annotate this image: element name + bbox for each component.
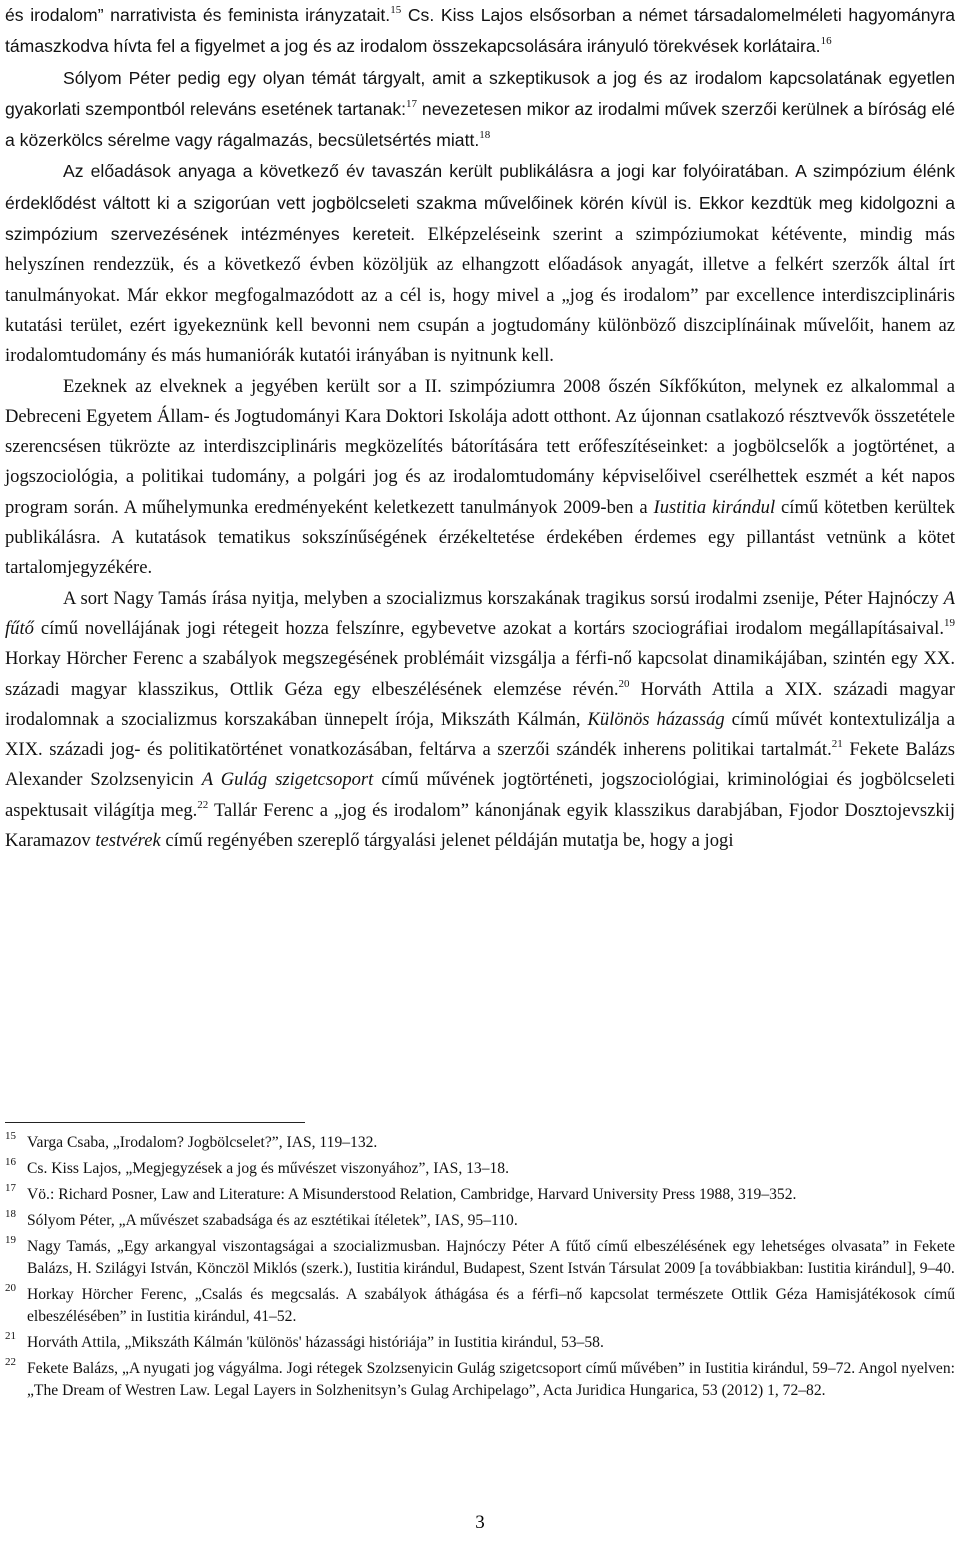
document-page [5,0,956,1399]
footnote-number: 16 [5,1156,16,1168]
text-run: nevezetesen mikor az irodalmi művek szerzői kerülnek a bíróság elé a közerkölcs sérelme vagy rágalmazás, becsületsértés miatt. [5,98,955,151]
text-run: A sort Nagy Tamás írása nyitja, melyben a szocializmus korszakának tragikus sorsú irodalmi zsenije, Péter Hajnóczy [63,587,944,609]
footnote-text: Nagy Tamás, „Egy arkangyal viszontagságai a szocializmusban. Hajnóczy Péter A fűtő című elbeszélésének egy lehetséges olvasata” in Fekete Balázs, H. Szilágyi István, Könczöl Miklós (szerk.), Iustitia kirándul, Budapest, Szent István Társulat 2009 [a továbbiakban: Iustitia kirándul], 9–40. [27,1238,955,1277]
footnote-number: 20 [5,1282,16,1294]
footnote-ref: 15 [390,4,402,16]
text-run: Az előadások anyaga a következő év tavaszán került publikálásra a jogi kar folyóiratában. [63,161,789,182]
text-run: Ezeknek az elveknek a jegyében került sor a II. szimpóziumra 2008 őszén Síkfőkúton, melynek ez alkalommal a Debreceni Egyetem Állam- és Jogtudományi Kara Doktori Iskolája adott otthont. Az újonnan csatlakozó résztvevők összetétele szerencsésen tükrözte az interdiszciplináris megközelítés bátorítására tett erőfeszítéseinket: a jogbölcselők a jogtörténet, a jogszociológia, a politikai tudomány, a polgári jog és az irodalomtudomány képviselőivel cserélhettek eszmét a két napos program során. A műhelymunka eredményeként keletkezett tanulmányok 2009-ben a [5,375,955,518]
footnote-number: 19 [5,1234,16,1246]
text-run: Elképzeléseink szerint a szimpóziumokat kétévente, mindig más helyszínen rendezzük, és a következő évben közöljük az elhangzott előadások anyagát, illetve a felkért szerzők által írt tanulmányokat. Már ekkor megfogalmazódott az a cél is, hogy mivel a „jog és irodalom” par excellence interdiszciplináris kutatási terület, ezért igyekeznünk kell bevonni nem csupán a jogtudomány különböző diszciplínáinak művelőit, hanem az irodalomtudomány és más humaniórák kutatói irányában is nyitnunk kell. [5,224,955,367]
text-run: című művét kontextulizálja a XIX. századi jog- és politikatörténet vonatkozásában, feltárva a szerzői szándék inherens politikai tartalmát. [5,708,955,761]
text-run: Tallár Ferenc a „jog és irodalom” kánonjának egyik klasszikus darabjában, Fjodor Dosztojevszkij Karamazov [5,799,955,852]
footnote [5,1184,955,1206]
footnote-ref: 17 [406,97,418,110]
text-run: Horkay Hörcher Ferenc a szabályok megszegésének problémáit vizsgálja a férfi-nő kapcsolat dinamikájában, szintén egy XX. századi magyar klasszikus, Ottlik Géza egy elbeszélésének elemzése révén. [5,648,955,700]
italic-title: testvérek [95,830,161,852]
footnote [5,1236,955,1280]
footnote-number: 18 [5,1208,16,1220]
footnote-number: 17 [5,1182,16,1194]
paragraph [5,63,955,157]
footnote-text: Varga Csaba, „Irodalom? Jogbölcselet?”, IAS, 119–132. [27,1134,378,1151]
footnote [5,1358,955,1402]
footnote [5,1132,955,1154]
text-run: Cs. Kiss Lajos elsősorban a német társadalomelméleti hagyományra támaszkodva hívta fel a figyelmet a jog és az irodalom összekapcsolására irányuló törekvések korlátaira. [5,5,955,57]
footnote [5,1210,955,1232]
footnote-ref: 20 [618,677,630,690]
footnote-number: 21 [5,1330,16,1342]
footnote-ref: 21 [831,738,843,751]
text-run: Horváth Attila a XIX. századi magyar irodalomnak a szocializmus korszakában ünnepelt írója, Mikszáth Kálmán, [5,678,955,730]
text-run: című regényében szereplő tárgyalási jelenet példáján mutatja be, hogy a jogi [160,830,734,852]
text-run: Sólyom Péter pedig egy olyan témát tárgyalt, amit a szkeptikusok a jog és az irodalom kapcsolatának egyetlen gyakorlati szempontból releváns esetének tartanak: [5,67,955,119]
footnote-ref: 16 [820,35,832,48]
paragraph [5,156,955,371]
footnote-text: Horkay Hörcher Ferenc, „Csalás és megcsalás. A szabályok áthágása és a férfi–nő kapcsolat természete Ottlik Géza Hamisjátékosok című elbeszélésében” in Iustitia kirándul, 41–52. [27,1286,955,1325]
footnote-text: Fekete Balázs, „A nyugati jog vágyálma. Jogi rétegek Szolzsenyicin Gulág szigetcsoport című művében” in Iustitia kirándul, 59–72. Angol nyelven: „The Dream of Westren Law. Legal Layers in Solzhenitsyn’s Gulag Archipelago”, Acta Juridica Hungarica, 53 (2012) 1, 72–82. [27,1360,955,1399]
footnote-ref: 18 [479,129,491,142]
footnote-number: 15 [5,1130,16,1142]
text-run: A szimpózium élénk érdeklődést váltott ki a szigorúan vett jogbölcseleti szakma művelőinek körén kívül is. Ekkor kezdtük meg kidolgozni a szimpózium szervezésének intézményes kereteit. [5,161,955,245]
footnote-text: Cs. Kiss Lajos, „Megjegyzések a jog és művészet viszonyához”, IAS, 13–18. [27,1160,510,1177]
page-number: 3 [475,1512,485,1533]
paragraph [5,0,955,63]
italic-title: Iustitia kirándul [653,496,776,518]
text-run: Fekete Balázs Alexander Szolzsenyicin [5,739,956,791]
footnote-number: 22 [5,1356,16,1368]
text-run: című novellájának jogi rétegeit hozza felszínre, egybevetve azokat a kortárs szociográfiai irodalom megállapításaival. [33,617,944,639]
footnote-text: Vö.: Richard Posner, Law and Literature: A Misunderstood Relation, Cambridge, Harvard University Press 1988, 319–352. [27,1186,797,1203]
italic-title: A Gulág szigetcsoport [201,769,374,791]
text-run: című kötetben kerültek publikálásra. A kutatások tematikus sokszínűségének érzékeltetése érdekében érdemes egy pillantást vetnünk a kötet tartalomjegyzékére. [5,496,955,579]
paragraph [5,584,955,857]
body-text [5,0,955,856]
text-run: és irodalom” narrativista és feminista irányzatait. [5,5,391,25]
footnotes [5,1132,955,1406]
italic-title: Különös házasság [587,708,725,730]
footnote-ref: 19 [944,616,955,629]
footnote [5,1158,955,1180]
paragraph [5,372,955,584]
text-run: című művének jogtörténeti, jogszociológiai, kriminológiai és jogbölcseleti aspektusait világítja meg. [5,769,955,821]
footnote [5,1332,955,1354]
italic-title: A fűtő [5,587,955,639]
footnote-text: Horváth Attila, „Mikszáth Kálmán 'különös' házassági históriája” in Iustitia kirándul, 53–58. [27,1334,604,1351]
footnote-text: Sólyom Péter, „A művészet szabadsága és az esztétikai ítéletek”, IAS, 95–110. [27,1212,518,1229]
footnote [5,1284,955,1328]
footnote-ref: 22 [197,798,209,811]
footnote-separator [5,1122,305,1123]
